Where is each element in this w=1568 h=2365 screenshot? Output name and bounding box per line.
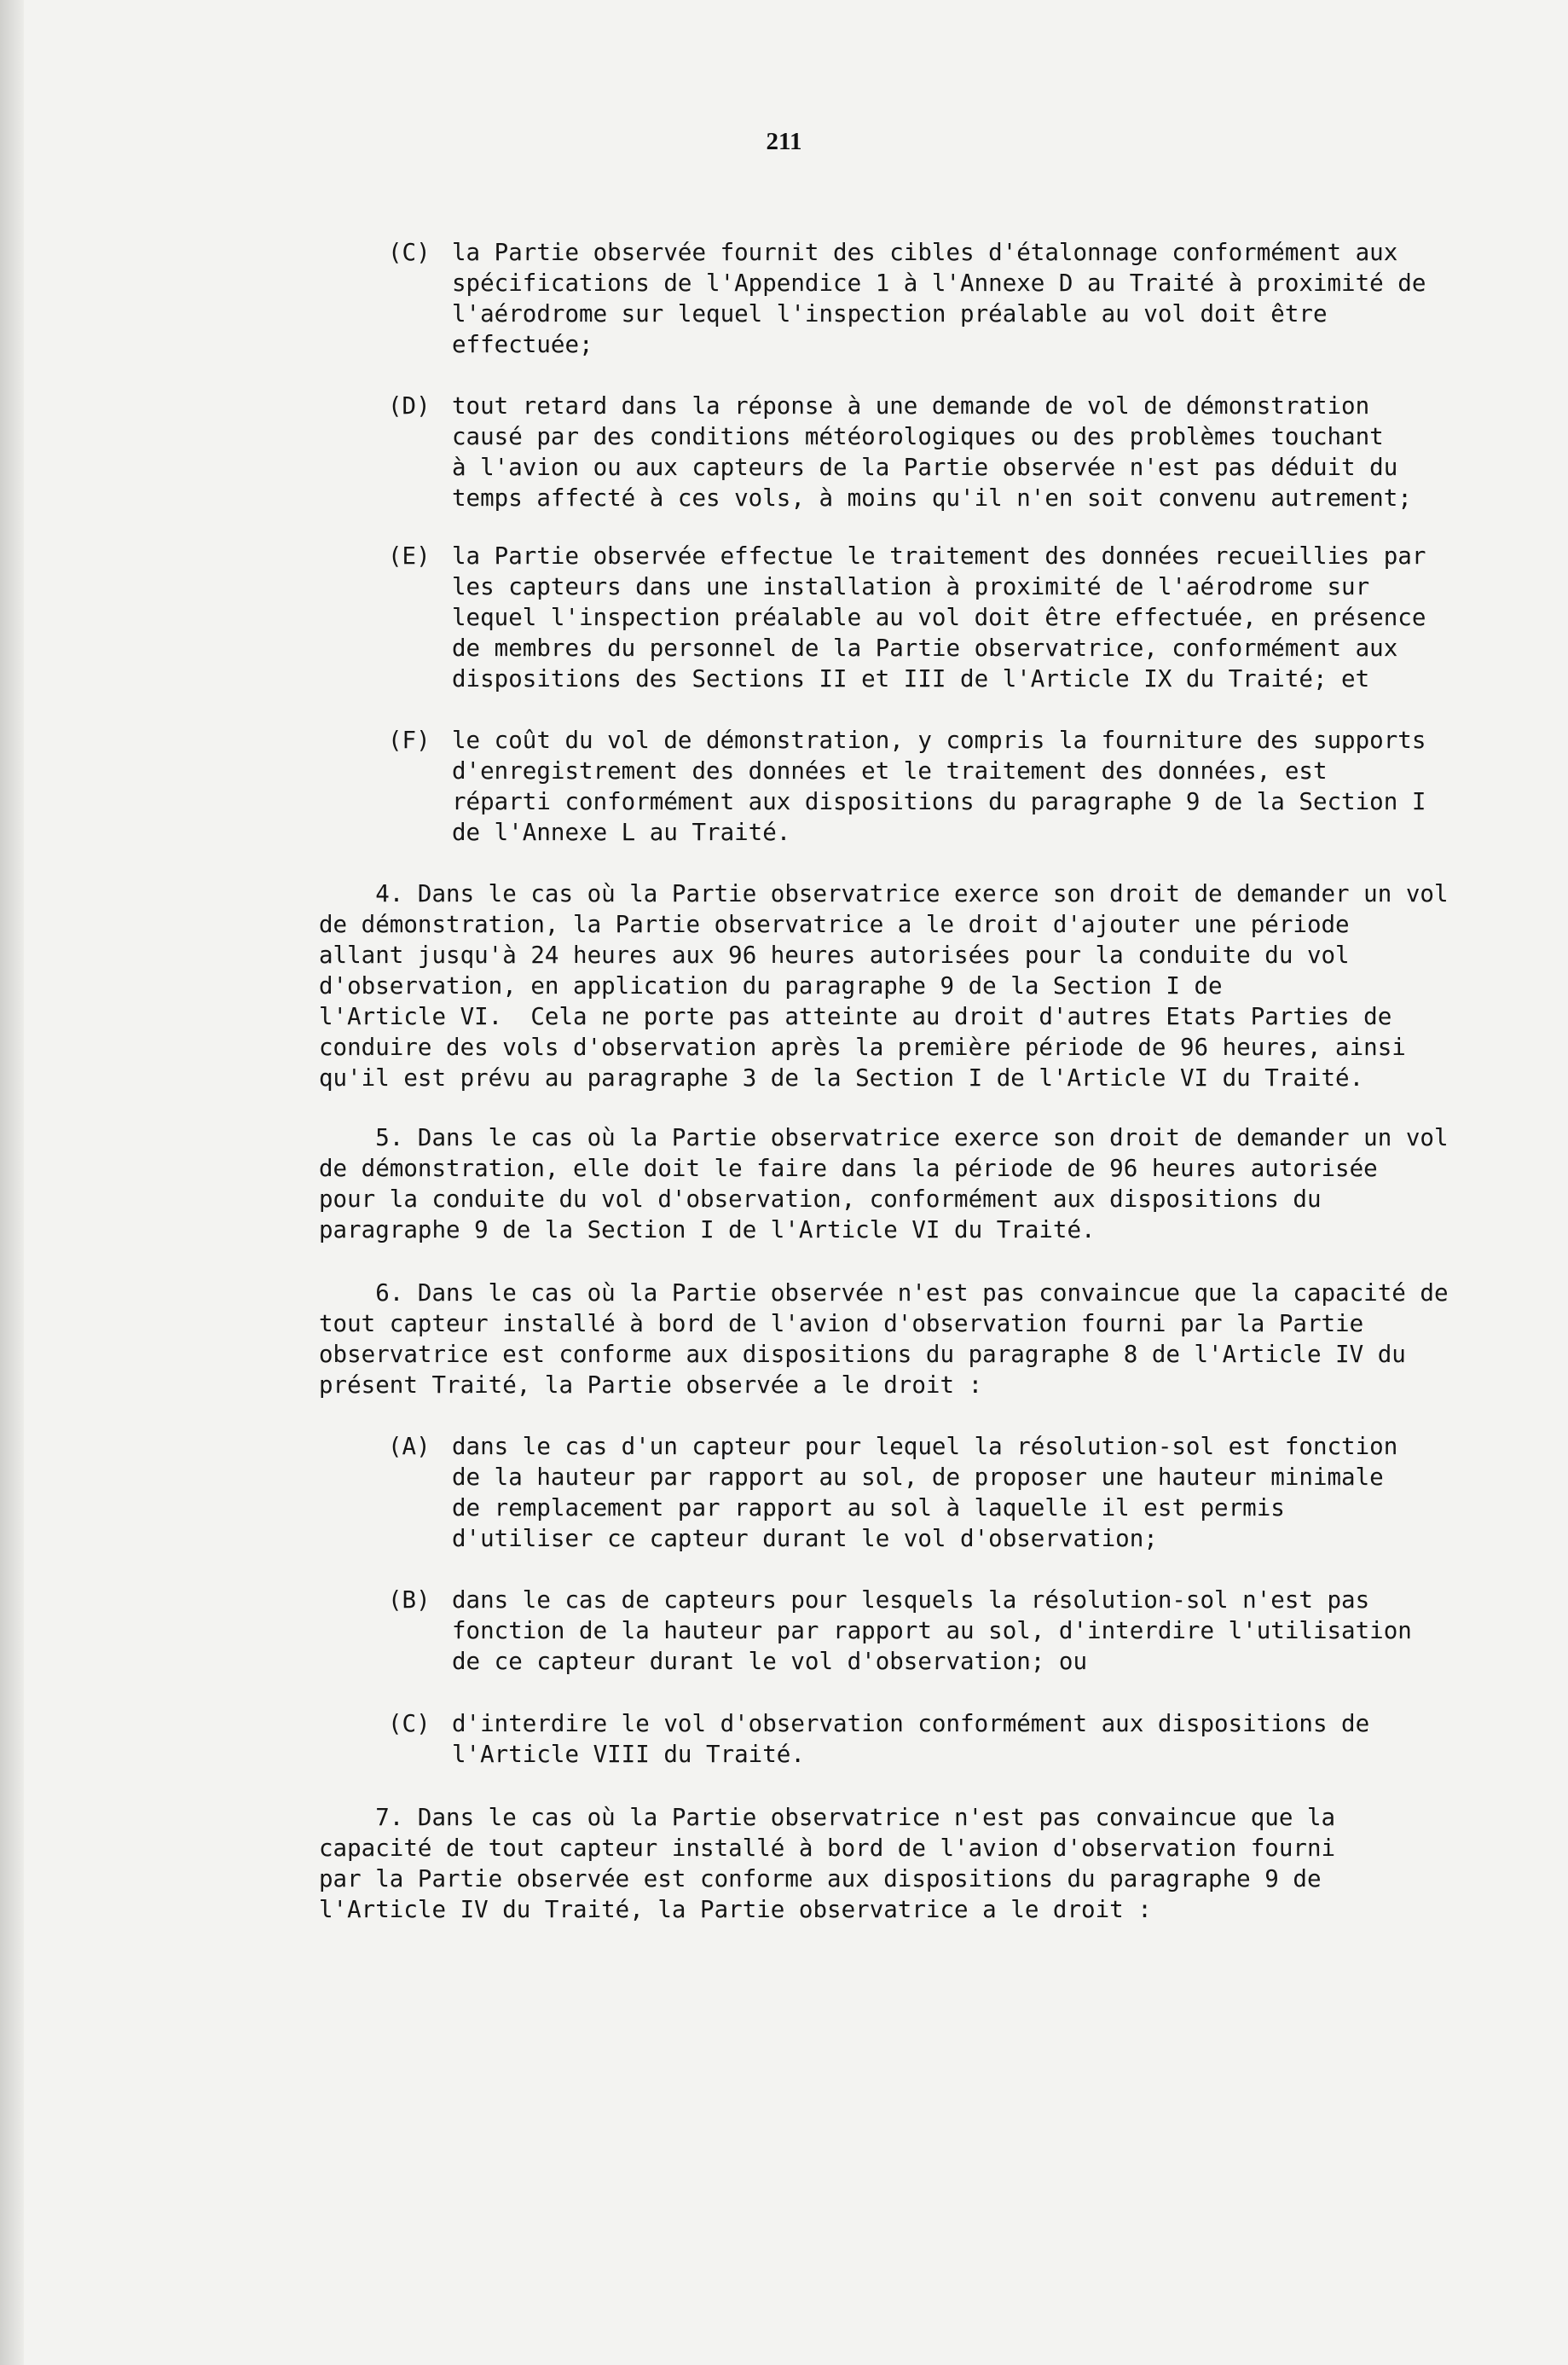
text-line: spécifications de l'Appendice 1 à l'Annexe D au Traité à proximité de (452, 270, 1426, 297)
text-line: la Partie observée effectue le traitement des données recueillies par (452, 542, 1426, 570)
paragraph-4 (319, 878, 1496, 1093)
text-line: de démonstration, la Partie observatrice a le droit d'ajouter une période (319, 911, 1350, 938)
text-line: 6. Dans le cas où la Partie observée n'est pas convaincue que la capacité de (319, 1279, 1449, 1307)
text-line: de remplacement par rapport au sol à laquelle il est permis (452, 1494, 1285, 1522)
paragraph-6 (319, 1278, 1496, 1400)
item-text (452, 541, 1496, 694)
text-line: par la Partie observée est conforme aux dispositions du paragraphe 9 de (319, 1865, 1322, 1893)
text-line: l'aérodrome sur lequel l'inspection préalable au vol doit être (452, 300, 1328, 328)
text-line: de la hauteur par rapport au sol, de proposer une hauteur minimale (452, 1464, 1384, 1491)
text-line: l'Article IV du Traité, la Partie observatrice a le droit : (319, 1896, 1152, 1923)
list-item-f (388, 725, 1496, 848)
text-line: causé par des conditions météorologiques ou des problèmes touchant (452, 423, 1384, 450)
item-letter: (F) (388, 727, 431, 754)
item-text (452, 1585, 1496, 1677)
text-line: l'Article VIII du Traité. (452, 1741, 805, 1768)
text-line: à l'avion ou aux capteurs de la Partie observée n'est pas déduit du (452, 454, 1398, 481)
text-line: le coût du vol de démonstration, y compris la fourniture des supports (452, 727, 1426, 754)
text-line: tout retard dans la réponse à une demande de vol de démonstration (452, 392, 1370, 420)
page-edge-shadow (0, 0, 24, 2365)
item-text (452, 237, 1496, 360)
text-line: fonction de la hauteur par rapport au sol, d'interdire l'utilisation (452, 1617, 1412, 1644)
item-letter: (C) (388, 239, 431, 266)
text-line: de l'Annexe L au Traité. (452, 819, 791, 846)
text-line: qu'il est prévu au paragraphe 3 de la Section I de l'Article VI du Traité. (319, 1064, 1364, 1092)
text-line: de membres du personnel de la Partie observatrice, conformément aux (452, 635, 1398, 662)
list-item-c (388, 237, 1496, 360)
text-line: 5. Dans le cas où la Partie observatrice exerce son droit de demander un vol (319, 1124, 1449, 1151)
text-line: tout capteur installé à bord de l'avion d'observation fourni par la Partie (319, 1310, 1364, 1337)
text-line: de ce capteur durant le vol d'observation; ou (452, 1648, 1088, 1675)
sub-item-a (388, 1431, 1496, 1554)
item-text (452, 725, 1496, 848)
paragraph-7 (319, 1802, 1496, 1925)
item-text (452, 1708, 1496, 1770)
text-line: d'utiliser ce capteur durant le vol d'observation; (452, 1525, 1158, 1552)
text-line: allant jusqu'à 24 heures aux 96 heures autorisées pour la conduite du vol (319, 942, 1350, 969)
sub-item-c (388, 1708, 1496, 1770)
item-letter: (C) (388, 1710, 431, 1737)
text-line: d'interdire le vol d'observation conformément aux dispositions de (452, 1710, 1370, 1737)
paragraph-5 (319, 1122, 1496, 1245)
item-text (452, 391, 1496, 513)
text-line: effectuée; (452, 331, 593, 358)
text-line: paragraphe 9 de la Section I de l'Article VI du Traité. (319, 1216, 1096, 1243)
text-line: dans le cas d'un capteur pour lequel la résolution-sol est fonction (452, 1433, 1398, 1460)
text-line: conduire des vols d'observation après la première période de 96 heures, ainsi (319, 1034, 1406, 1061)
page-number: 211 (766, 128, 802, 155)
text-line: présent Traité, la Partie observée a le droit : (319, 1371, 983, 1399)
text-line: 7. Dans le cas où la Partie observatrice n'est pas convaincue que la (319, 1804, 1336, 1831)
item-letter: (E) (388, 542, 431, 570)
text-line: d'enregistrement des données et le traitement des données, est (452, 757, 1328, 785)
item-letter: (A) (388, 1433, 431, 1460)
item-text (452, 1431, 1496, 1554)
text-line: réparti conformément aux dispositions du paragraphe 9 de la Section I (452, 788, 1426, 815)
text-line: lequel l'inspection préalable au vol doit être effectuée, en présence (452, 604, 1426, 631)
text-line: dans le cas de capteurs pour lesquels la résolution-sol n'est pas (452, 1586, 1370, 1614)
text-line: observatrice est conforme aux dispositions du paragraphe 8 de l'Article IV du (319, 1341, 1406, 1368)
list-item-e (388, 541, 1496, 694)
text-line: de démonstration, elle doit le faire dans la période de 96 heures autorisée (319, 1155, 1378, 1182)
text-line: 4. Dans le cas où la Partie observatrice exerce son droit de demander un vol (319, 880, 1449, 907)
text-line: capacité de tout capteur installé à bord de l'avion d'observation fourni (319, 1835, 1336, 1862)
text-line: les capteurs dans une installation à proximité de l'aérodrome sur (452, 573, 1370, 600)
text-line: la Partie observée fournit des cibles d'étalonnage conformément aux (452, 239, 1398, 266)
text-line: l'Article VI. Cela ne porte pas atteinte au droit d'autres Etats Parties de (319, 1003, 1392, 1030)
text-line: temps affecté à ces vols, à moins qu'il n'en soit convenu autrement; (452, 484, 1412, 512)
text-line: pour la conduite du vol d'observation, conformément aux dispositions du (319, 1185, 1322, 1213)
sub-item-b (388, 1585, 1496, 1677)
text-line: d'observation, en application du paragraphe 9 de la Section I de (319, 972, 1223, 1000)
text-line: dispositions des Sections II et III de l'Article IX du Traité; et (452, 665, 1370, 693)
item-letter: (B) (388, 1586, 431, 1614)
list-item-d (388, 391, 1496, 513)
item-letter: (D) (388, 392, 431, 420)
